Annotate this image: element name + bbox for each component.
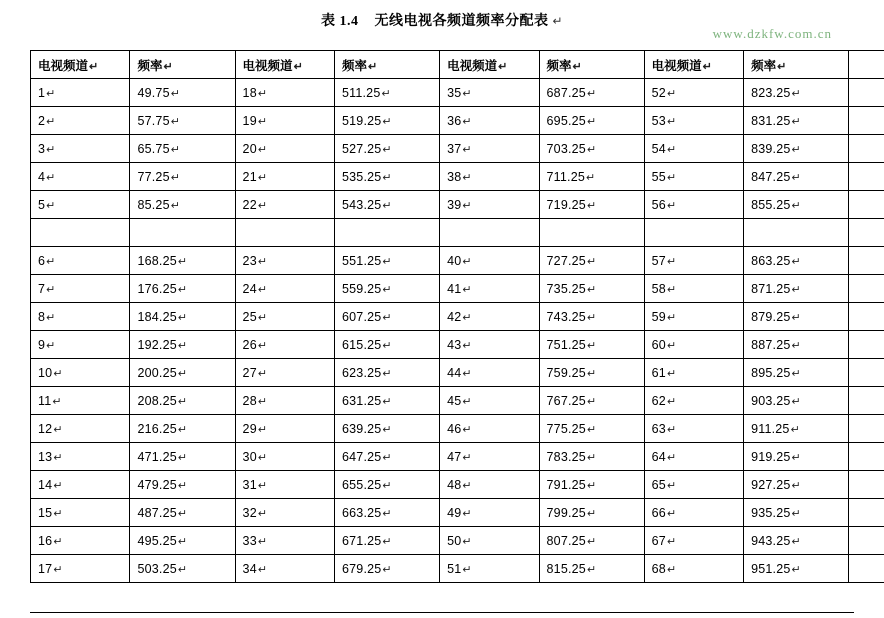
cell-overflow	[849, 275, 884, 303]
cell-channel: 10↵	[31, 359, 130, 387]
cell-frequency: 495.25↵	[130, 527, 235, 555]
cell-channel: 5↵	[31, 191, 130, 219]
cell-frequency: 863.25↵	[744, 247, 849, 275]
table-row	[31, 555, 884, 583]
frequency-table-container	[30, 50, 884, 583]
table-row	[31, 163, 884, 191]
cell-frequency: 559.25↵	[334, 275, 439, 303]
cell-frequency: 847.25↵	[744, 163, 849, 191]
cell-channel: 56↵	[644, 191, 743, 219]
cell-channel: 50↵	[440, 527, 539, 555]
cell-channel: 19↵	[235, 107, 334, 135]
table-row	[31, 79, 884, 107]
cell-channel: 18↵	[235, 79, 334, 107]
cell-channel: 2↵	[31, 107, 130, 135]
cell-frequency: 767.25↵	[539, 387, 644, 415]
cell-frequency: 65.75↵	[130, 135, 235, 163]
cell-frequency: 871.25↵	[744, 275, 849, 303]
cell-frequency: 49.75↵	[130, 79, 235, 107]
cell-overflow	[849, 79, 884, 107]
cell-channel: 36↵	[440, 107, 539, 135]
cell-channel: 43↵	[440, 331, 539, 359]
cell-channel: 58↵	[644, 275, 743, 303]
cell-channel: 13↵	[31, 443, 130, 471]
column-header-channel-2: 电视频道↵	[235, 51, 334, 79]
cell-channel: 57↵	[644, 247, 743, 275]
table-body	[31, 79, 884, 583]
cell-frequency: 623.25↵	[334, 359, 439, 387]
cell-overflow	[849, 163, 884, 191]
cell-frequency: 519.25↵	[334, 107, 439, 135]
cell-channel: 52↵	[644, 79, 743, 107]
cell-channel: 61↵	[644, 359, 743, 387]
cell-channel: 6↵	[31, 247, 130, 275]
cell-frequency: 527.25↵	[334, 135, 439, 163]
cell-frequency: 639.25↵	[334, 415, 439, 443]
cell-channel: 28↵	[235, 387, 334, 415]
cell-frequency: 927.25↵	[744, 471, 849, 499]
cell-overflow	[849, 359, 884, 387]
cell-frequency: 184.25↵	[130, 303, 235, 331]
cell-frequency: 815.25↵	[539, 555, 644, 583]
cell-frequency: 687.25↵	[539, 79, 644, 107]
cell-channel: 65↵	[644, 471, 743, 499]
table-row	[31, 247, 884, 275]
table-row	[31, 303, 884, 331]
cell-overflow	[849, 331, 884, 359]
title-text: 无线电视各频道频率分配表	[374, 14, 549, 29]
cell-channel: 21↵	[235, 163, 334, 191]
table-row	[31, 135, 884, 163]
cell-frequency: 919.25↵	[744, 443, 849, 471]
table-row	[31, 275, 884, 303]
cell-frequency: 647.25↵	[334, 443, 439, 471]
cell-channel: 41↵	[440, 275, 539, 303]
cell-channel: 29↵	[235, 415, 334, 443]
watermark-url: www.dzkfw.com.cn	[712, 26, 832, 41]
cell-channel: 66↵	[644, 499, 743, 527]
cell-channel: 33↵	[235, 527, 334, 555]
table-row	[31, 499, 884, 527]
cell-frequency: 77.25↵	[130, 163, 235, 191]
table-row	[31, 415, 884, 443]
cell-frequency: 895.25↵	[744, 359, 849, 387]
cell-overflow	[849, 527, 884, 555]
column-header-channel-4: 电视频道↵	[644, 51, 743, 79]
column-header-frequency-3: 频率↵	[539, 51, 644, 79]
table-row	[31, 443, 884, 471]
column-header-frequency-2: 频率↵	[334, 51, 439, 79]
cell-channel: 62↵	[644, 387, 743, 415]
column-header-frequency-1: 频率↵	[130, 51, 235, 79]
cell-frequency: 711.25↵	[539, 163, 644, 191]
cell-channel: 26↵	[235, 331, 334, 359]
title-prefix: 表 1.4	[320, 14, 359, 29]
cell-frequency: 216.25↵	[130, 415, 235, 443]
cell-frequency: 543.25↵	[334, 191, 439, 219]
cell-channel: 54↵	[644, 135, 743, 163]
cell-channel: 20↵	[235, 135, 334, 163]
cell-channel: 59↵	[644, 303, 743, 331]
cell-frequency: 663.25↵	[334, 499, 439, 527]
cell-channel: 44↵	[440, 359, 539, 387]
cell-channel: 9↵	[31, 331, 130, 359]
cell-overflow	[849, 247, 884, 275]
table-row	[31, 359, 884, 387]
cell-frequency: 503.25↵	[130, 555, 235, 583]
cell-frequency: 511.25↵	[334, 79, 439, 107]
bottom-rule	[30, 612, 854, 613]
cell-channel: 23↵	[235, 247, 334, 275]
cell-channel: 64↵	[644, 443, 743, 471]
cell-channel: 16↵	[31, 527, 130, 555]
cell-channel: 7↵	[31, 275, 130, 303]
cell-frequency: 775.25↵	[539, 415, 644, 443]
cell-channel: 38↵	[440, 163, 539, 191]
table-row	[31, 191, 884, 219]
cell-channel: 22↵	[235, 191, 334, 219]
cell-overflow	[849, 191, 884, 219]
cell-frequency: 671.25↵	[334, 527, 439, 555]
cell-frequency: 85.25↵	[130, 191, 235, 219]
column-header-overflow	[849, 51, 884, 79]
cell-frequency: 208.25↵	[130, 387, 235, 415]
cell-channel: 68↵	[644, 555, 743, 583]
table-row	[31, 387, 884, 415]
cell-frequency: 879.25↵	[744, 303, 849, 331]
cell-frequency: 887.25↵	[744, 331, 849, 359]
cell-frequency: 615.25↵	[334, 331, 439, 359]
cell-frequency: 471.25↵	[130, 443, 235, 471]
cell-channel: 32↵	[235, 499, 334, 527]
cell-channel: 40↵	[440, 247, 539, 275]
cell-frequency: 703.25↵	[539, 135, 644, 163]
cell-channel: 30↵	[235, 443, 334, 471]
cell-frequency: 695.25↵	[539, 107, 644, 135]
cell-channel: 4↵	[31, 163, 130, 191]
cell-channel: 14↵	[31, 471, 130, 499]
cell-frequency: 743.25↵	[539, 303, 644, 331]
cell-overflow	[849, 387, 884, 415]
cell-frequency: 807.25↵	[539, 527, 644, 555]
table-row	[31, 107, 884, 135]
cell-overflow	[849, 415, 884, 443]
frequency-table	[30, 50, 884, 583]
table-row	[31, 471, 884, 499]
cell-frequency: 487.25↵	[130, 499, 235, 527]
cell-frequency: 535.25↵	[334, 163, 439, 191]
cell-frequency: 791.25↵	[539, 471, 644, 499]
cell-overflow	[849, 135, 884, 163]
column-header-channel-1: 电视频道↵	[31, 51, 130, 79]
cell-frequency: 735.25↵	[539, 275, 644, 303]
cell-channel: 45↵	[440, 387, 539, 415]
column-header-channel-3: 电视频道↵	[440, 51, 539, 79]
cell-overflow	[849, 471, 884, 499]
cell-channel: 24↵	[235, 275, 334, 303]
cell-frequency: 951.25↵	[744, 555, 849, 583]
cell-channel: 1↵	[31, 79, 130, 107]
cell-channel: 37↵	[440, 135, 539, 163]
cell-channel: 49↵	[440, 499, 539, 527]
cell-channel: 51↵	[440, 555, 539, 583]
cell-frequency: 839.25↵	[744, 135, 849, 163]
cell-channel: 15↵	[31, 499, 130, 527]
table-section-gap	[31, 219, 884, 247]
cell-channel: 12↵	[31, 415, 130, 443]
cell-frequency: 192.25↵	[130, 331, 235, 359]
cell-frequency: 783.25↵	[539, 443, 644, 471]
cell-frequency: 935.25↵	[744, 499, 849, 527]
cell-frequency: 751.25↵	[539, 331, 644, 359]
cell-frequency: 200.25↵	[130, 359, 235, 387]
cell-channel: 48↵	[440, 471, 539, 499]
cell-frequency: 719.25↵	[539, 191, 644, 219]
cell-channel: 11↵	[31, 387, 130, 415]
cell-frequency: 551.25↵	[334, 247, 439, 275]
cell-channel: 55↵	[644, 163, 743, 191]
cell-frequency: 799.25↵	[539, 499, 644, 527]
cell-frequency: 57.75↵	[130, 107, 235, 135]
cell-frequency: 168.25↵	[130, 247, 235, 275]
cell-channel: 63↵	[644, 415, 743, 443]
cell-overflow	[849, 555, 884, 583]
cell-frequency: 727.25↵	[539, 247, 644, 275]
cell-frequency: 679.25↵	[334, 555, 439, 583]
cell-frequency: 911.25↵	[744, 415, 849, 443]
cell-overflow	[849, 443, 884, 471]
title-paragraph-mark: ↵	[552, 14, 564, 28]
cell-frequency: 903.25↵	[744, 387, 849, 415]
cell-frequency: 759.25↵	[539, 359, 644, 387]
cell-overflow	[849, 107, 884, 135]
cell-frequency: 607.25↵	[334, 303, 439, 331]
cell-channel: 3↵	[31, 135, 130, 163]
cell-channel: 17↵	[31, 555, 130, 583]
cell-frequency: 631.25↵	[334, 387, 439, 415]
table-header-row	[31, 51, 884, 79]
table-row	[31, 331, 884, 359]
cell-channel: 60↵	[644, 331, 743, 359]
cell-overflow	[849, 499, 884, 527]
cell-channel: 27↵	[235, 359, 334, 387]
table-header	[31, 51, 884, 79]
cell-channel: 25↵	[235, 303, 334, 331]
cell-channel: 31↵	[235, 471, 334, 499]
cell-frequency: 855.25↵	[744, 191, 849, 219]
column-header-frequency-4: 频率↵	[744, 51, 849, 79]
cell-channel: 67↵	[644, 527, 743, 555]
cell-channel: 34↵	[235, 555, 334, 583]
cell-frequency: 176.25↵	[130, 275, 235, 303]
cell-channel: 35↵	[440, 79, 539, 107]
cell-frequency: 479.25↵	[130, 471, 235, 499]
cell-frequency: 823.25↵	[744, 79, 849, 107]
cell-frequency: 655.25↵	[334, 471, 439, 499]
cell-channel: 39↵	[440, 191, 539, 219]
cell-overflow	[849, 303, 884, 331]
cell-frequency: 943.25↵	[744, 527, 849, 555]
table-row	[31, 527, 884, 555]
cell-frequency: 831.25↵	[744, 107, 849, 135]
cell-channel: 8↵	[31, 303, 130, 331]
cell-channel: 47↵	[440, 443, 539, 471]
cell-channel: 46↵	[440, 415, 539, 443]
cell-channel: 53↵	[644, 107, 743, 135]
cell-channel: 42↵	[440, 303, 539, 331]
